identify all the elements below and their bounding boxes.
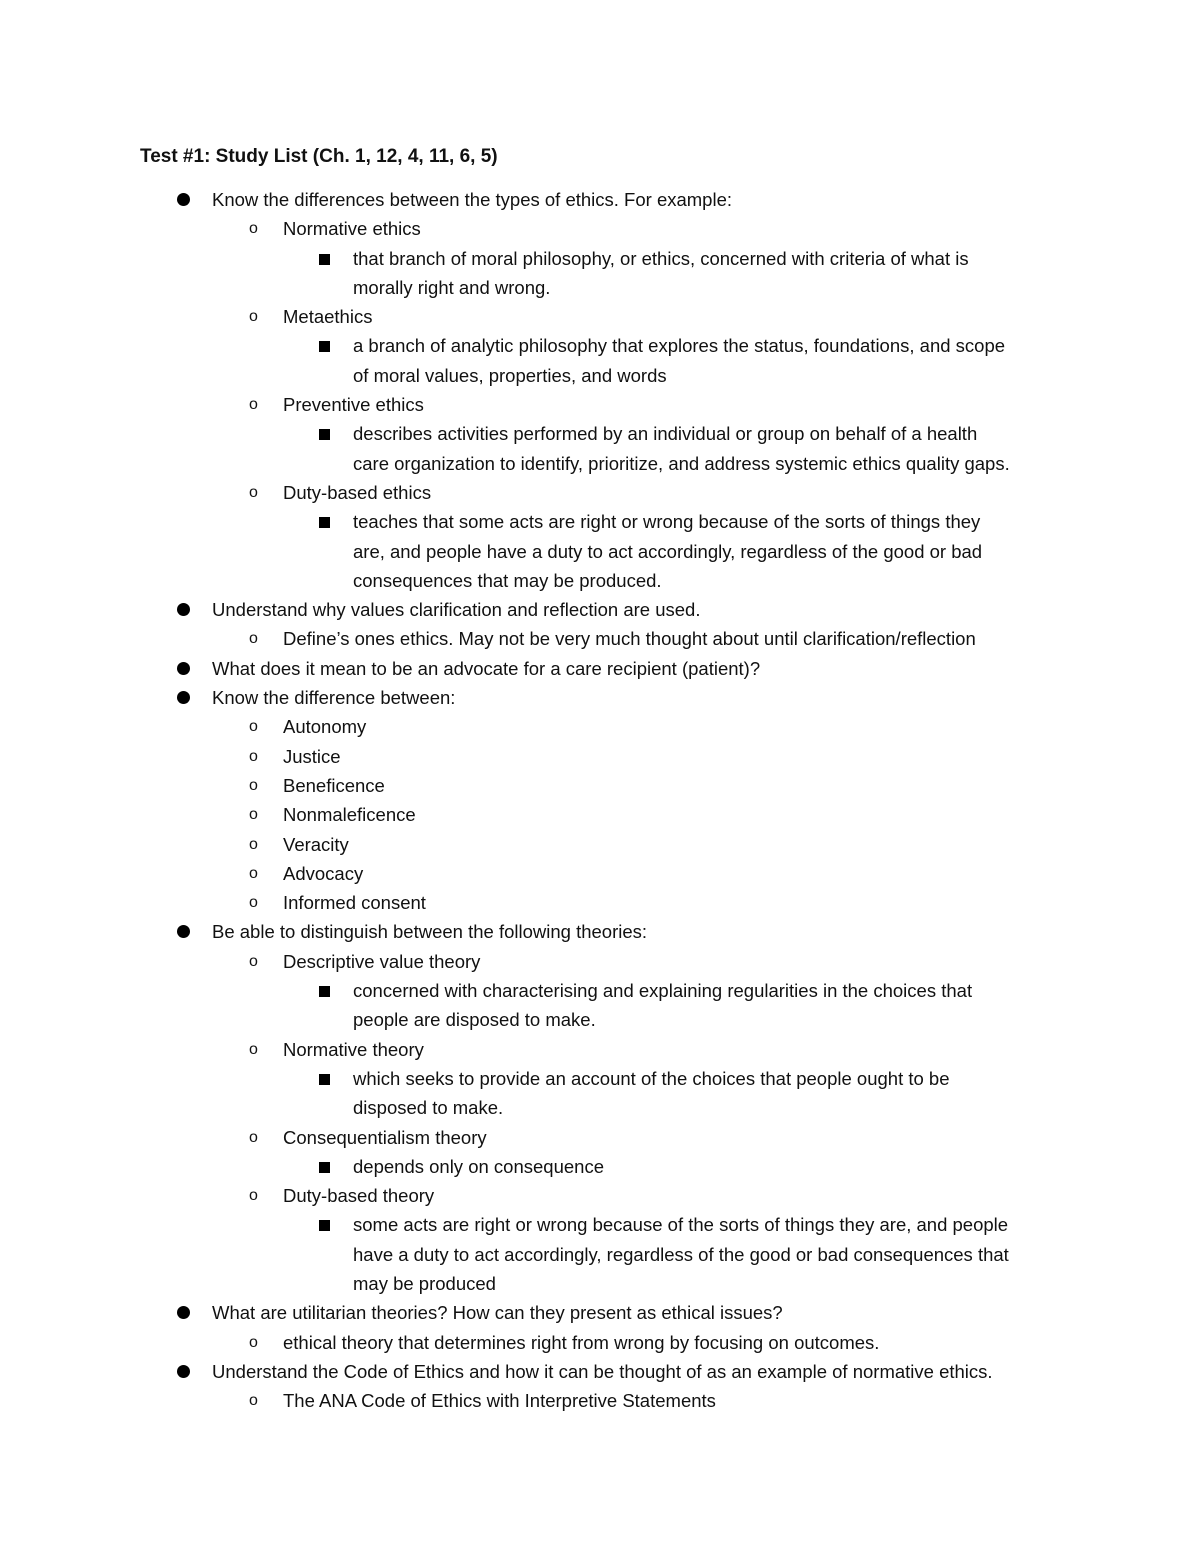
- list-item-text: The ANA Code of Ethics with Interpretive Statements: [283, 1390, 716, 1412]
- list-item-level-3: [0, 507, 1200, 536]
- circle-bullet-icon: o: [249, 835, 258, 853]
- list-item-level-2: [0, 478, 1200, 507]
- list-item-level-2: [0, 1035, 1200, 1064]
- list-item-continuation: [0, 449, 1200, 478]
- square-bullet-icon: [319, 341, 330, 352]
- list-item-text: Define’s ones ethics. May not be very much thought about until clarification/reflection: [283, 628, 976, 650]
- list-item-text: Know the difference between:: [212, 687, 456, 709]
- list-item-text: Preventive ethics: [283, 394, 424, 416]
- list-item-text: What does it mean to be an advocate for a care recipient (patient)?: [212, 657, 761, 679]
- list-item-level-2: [0, 888, 1200, 917]
- list-item-text: which seeks to provide an account of the choices that people ought to be: [353, 1067, 950, 1089]
- list-item-level-2: [0, 1181, 1200, 1210]
- list-item-level-3: [0, 976, 1200, 1005]
- list-item-text: Beneficence: [283, 774, 385, 796]
- circle-bullet-icon: o: [249, 630, 258, 648]
- circle-bullet-icon: o: [249, 952, 258, 970]
- list-item-text: Normative ethics: [283, 218, 421, 240]
- list-item-level-1: [0, 595, 1200, 624]
- disc-bullet-icon: [177, 1306, 190, 1319]
- list-item-level-2: [0, 1328, 1200, 1357]
- disc-bullet-icon: [177, 603, 190, 616]
- disc-bullet-icon: [177, 662, 190, 675]
- list-item-level-1: [0, 185, 1200, 214]
- list-item-level-2: [0, 830, 1200, 859]
- list-item-text: Know the differences between the types of ethics. For example:: [212, 189, 733, 210]
- list-item-continuation: [0, 537, 1200, 566]
- list-item-text: Understand why values clarification and reflection are used.: [212, 599, 701, 621]
- list-item-text: ethical theory that determines right from wrong by focusing on outcomes.: [283, 1331, 880, 1353]
- circle-bullet-icon: o: [249, 1333, 258, 1351]
- list-item-text: Consequentialism theory: [283, 1126, 487, 1148]
- list-item-level-2: [0, 1123, 1200, 1152]
- list-item-continuation: [0, 273, 1200, 302]
- circle-bullet-icon: o: [249, 1392, 258, 1410]
- circle-bullet-icon: o: [249, 1128, 258, 1146]
- list-item-text: Justice: [283, 745, 341, 767]
- list-item-text: Informed consent: [283, 892, 426, 914]
- square-bullet-icon: [319, 1220, 330, 1231]
- list-item-level-3: [0, 419, 1200, 448]
- list-item-text: Duty-based theory: [283, 1185, 435, 1207]
- study-list: [0, 185, 1200, 1415]
- list-item-text: What are utilitarian theories? How can they present as ethical issues?: [212, 1302, 783, 1324]
- circle-bullet-icon: o: [249, 776, 258, 794]
- list-item-continuation: [0, 1269, 1200, 1298]
- list-item-text: teaches that some acts are right or wrong because of the sorts of things they: [353, 511, 981, 533]
- list-item-text: Duty-based ethics: [283, 481, 432, 503]
- circle-bullet-icon: o: [249, 806, 258, 824]
- list-item-text: Normative theory: [283, 1038, 424, 1060]
- list-item-level-2: [0, 390, 1200, 419]
- list-item-continuation: [0, 1093, 1200, 1122]
- disc-bullet-icon: [177, 925, 190, 938]
- list-item-level-1: [0, 683, 1200, 712]
- list-item-text: Advocacy: [283, 862, 364, 884]
- list-item-level-1: [0, 1357, 1200, 1386]
- circle-bullet-icon: o: [249, 220, 258, 238]
- disc-bullet-icon: [177, 691, 190, 704]
- document-title: Test #1: Study List (Ch. 1, 12, 4, 11, 6, 5): [140, 146, 498, 167]
- list-item-text: have a duty to act accordingly, regardless of the good or bad consequences that: [353, 1243, 1009, 1265]
- square-bullet-icon: [319, 1162, 330, 1173]
- list-item-level-3: [0, 244, 1200, 273]
- list-item-text: Metaethics: [283, 306, 373, 328]
- list-item-text: some acts are right or wrong because of the sorts of things they are, and people: [353, 1214, 1009, 1236]
- square-bullet-icon: [319, 254, 330, 265]
- disc-bullet-icon: [177, 1365, 190, 1378]
- list-item-text: Understand the Code of Ethics and how it can be thought of as an example of normative ethics.: [212, 1360, 993, 1382]
- list-item-text: that branch of moral philosophy, or ethics, concerned with criteria of what is: [353, 247, 969, 269]
- list-item-level-2: [0, 712, 1200, 741]
- list-item-level-2: [0, 1386, 1200, 1415]
- list-item-level-2: [0, 624, 1200, 653]
- list-item-text: concerned with characterising and explaining regularities in the choices that: [353, 980, 973, 1002]
- square-bullet-icon: [319, 986, 330, 997]
- list-item-continuation: [0, 566, 1200, 595]
- circle-bullet-icon: o: [249, 1187, 258, 1205]
- circle-bullet-icon: o: [249, 864, 258, 882]
- list-item-text: people are disposed to make.: [353, 1009, 596, 1031]
- circle-bullet-icon: o: [249, 308, 258, 326]
- circle-bullet-icon: o: [249, 396, 258, 414]
- circle-bullet-icon: o: [249, 1040, 258, 1058]
- circle-bullet-icon: o: [249, 894, 258, 912]
- list-item-text: disposed to make.: [353, 1097, 504, 1119]
- list-item-text: Descriptive value theory: [283, 950, 481, 972]
- list-item-text: Veracity: [283, 833, 349, 855]
- square-bullet-icon: [319, 517, 330, 528]
- list-item-level-2: [0, 859, 1200, 888]
- list-item-level-1: [0, 1298, 1200, 1327]
- list-item-text: Nonmaleficence: [283, 804, 416, 826]
- list-item-level-2: [0, 302, 1200, 331]
- list-item-text: are, and people have a duty to act accordingly, regardless of the good or bad: [353, 540, 983, 562]
- list-item-text: depends only on consequence: [353, 1155, 604, 1177]
- list-item-continuation: [0, 1005, 1200, 1034]
- list-item-level-3: [0, 1152, 1200, 1181]
- list-item-text: care organization to identify, prioritize, and address systemic ethics quality gaps.: [353, 452, 1010, 474]
- list-item-level-2: [0, 742, 1200, 771]
- square-bullet-icon: [319, 429, 330, 440]
- list-item-continuation: [0, 361, 1200, 390]
- list-item-level-3: [0, 1210, 1200, 1239]
- list-item-text: of moral values, properties, and words: [353, 364, 667, 386]
- list-item-continuation: [0, 1240, 1200, 1269]
- list-item-text: morally right and wrong.: [353, 276, 551, 298]
- list-item-level-2: [0, 800, 1200, 829]
- list-item-level-3: [0, 1064, 1200, 1093]
- list-item-level-3: [0, 331, 1200, 360]
- circle-bullet-icon: o: [249, 747, 258, 765]
- list-item-text: consequences that may be produced.: [353, 569, 662, 591]
- list-item-level-2: [0, 947, 1200, 976]
- list-item-text: describes activities performed by an individual or group on behalf of a health: [353, 423, 978, 445]
- list-item-level-1: [0, 917, 1200, 946]
- circle-bullet-icon: o: [249, 483, 258, 501]
- list-item-level-2: [0, 214, 1200, 243]
- list-item-level-2: [0, 771, 1200, 800]
- list-item-level-1: [0, 654, 1200, 683]
- list-item-text: may be produced: [353, 1272, 496, 1294]
- list-item-text: Autonomy: [283, 716, 367, 738]
- circle-bullet-icon: o: [249, 718, 258, 736]
- square-bullet-icon: [319, 1074, 330, 1085]
- disc-bullet-icon: [177, 193, 190, 206]
- list-item-text: Be able to distinguish between the following theories:: [212, 921, 648, 943]
- list-item-text: a branch of analytic philosophy that explores the status, foundations, and scope: [353, 335, 1006, 357]
